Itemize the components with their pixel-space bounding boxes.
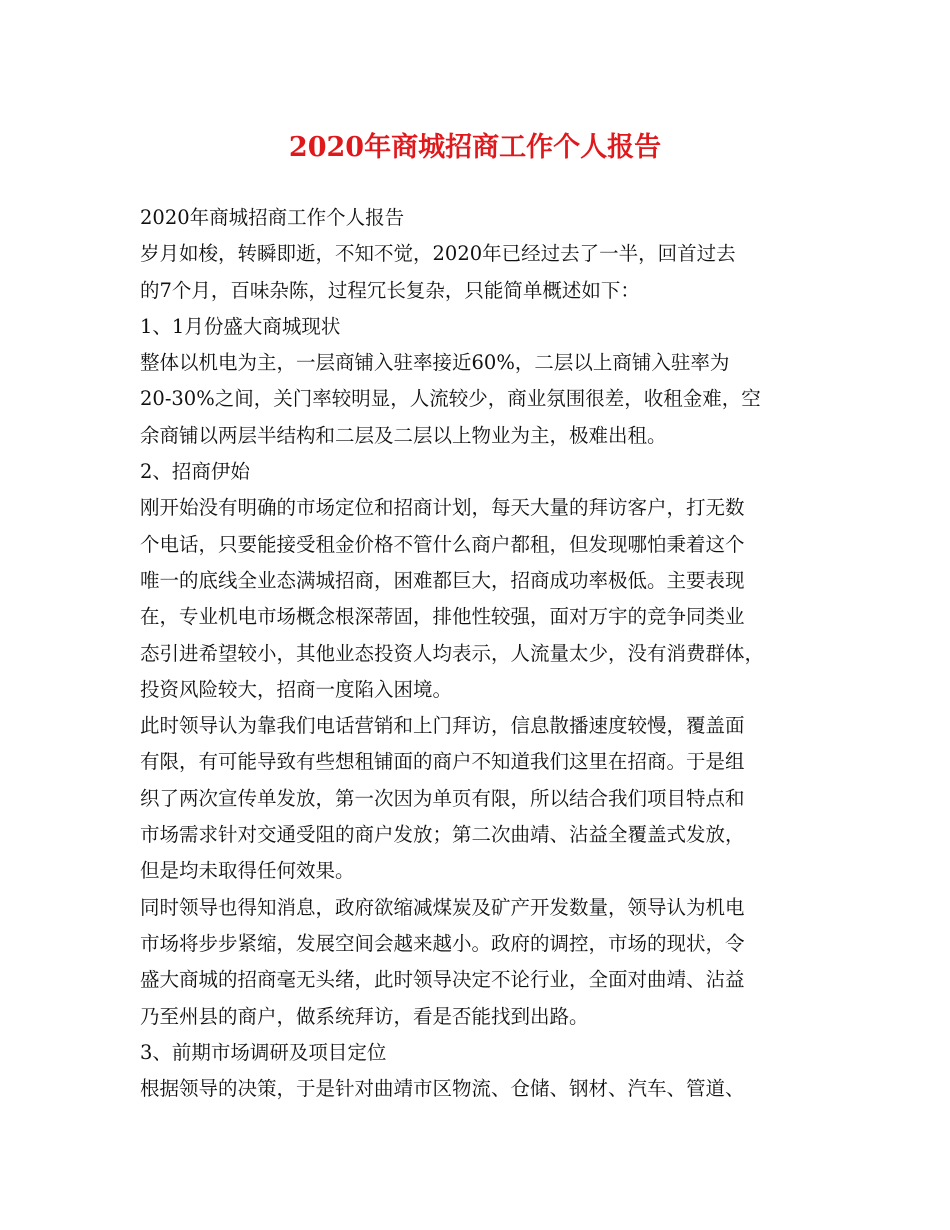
paragraph-line: 有限，有可能导致有些想租铺面的商户不知道我们这里在招商。于是组	[140, 750, 745, 774]
paragraph-line: 市场需求针对交通受阻的商户发放；第二次曲靖、沾益全覆盖式发放，	[140, 823, 745, 847]
paragraph-line: 20-30%之间，关门率较明显，人流较少，商业氛围很差，收租金难，空	[140, 387, 761, 411]
section-heading: 1、1月份盛大商城现状	[140, 314, 341, 338]
section-heading: 2、招商伊始	[140, 460, 250, 484]
paragraph-line: 此时领导认为靠我们电话营销和上门拜访，信息散播速度较慢，覆盖面	[140, 714, 745, 738]
paragraph-line: 同时领导也得知消息，政府欲缩减煤炭及矿产开发数量，领导认为机电	[140, 895, 745, 919]
document-title: 2020年商城招商工作个人报告	[288, 132, 662, 163]
paragraph-line: 市场将步步紧缩，发展空间会越来越小。政府的调控，市场的现状，令	[140, 931, 745, 955]
paragraph-line: 个电话，只要能接受租金价格不管什么商户都租，但发现哪怕秉着这个	[140, 532, 745, 556]
paragraph-line: 但是均未取得任何效果。	[140, 859, 355, 883]
paragraph-line: 在，专业机电市场概念根深蒂固，排他性较强，面对万宇的竞争同类业	[140, 605, 745, 629]
paragraph-line: 刚开始没有明确的市场定位和招商计划，每天大量的拜访客户，打无数	[140, 496, 745, 520]
paragraph-line: 织了两次宣传单发放，第一次因为单页有限，所以结合我们项目特点和	[140, 786, 745, 810]
paragraph-line: 盛大商城的招商毫无头绪，此时领导决定不论行业，全面对曲靖、沾益	[140, 968, 745, 992]
paragraph-line: 乃至州县的商户，做系统拜访，看是否能找到出路。	[140, 1004, 589, 1028]
section-heading: 3、前期市场调研及项目定位	[140, 1040, 387, 1064]
subtitle-line: 2020年商城招商工作个人报告	[140, 206, 405, 229]
paragraph-line: 态引进希望较小，其他业态投资人均表示，人流量太少，没有消费群体，	[140, 641, 765, 665]
paragraph-line: 余商铺以两层半结构和二层及二层以上物业为主，极难出租。	[140, 423, 667, 447]
paragraph-line: 唯一的底线全业态满城招商，困难都巨大，招商成功率极低。主要表现	[140, 568, 745, 592]
document-body	[140, 200, 830, 1107]
paragraph-line: 岁月如梭，转瞬即逝，不知不觉，2020年已经过去了一半，回首过去	[140, 242, 736, 266]
paragraph-line: 整体以机电为主，一层商铺入驻率接近60%，二层以上商铺入驻率为	[140, 351, 730, 375]
paragraph-line: 根据领导的决策，于是针对曲靖市区物流、仓储、钢材、汽车、管道、	[140, 1077, 745, 1101]
paragraph-line: 投资风险较大，招商一度陷入困境。	[140, 677, 453, 701]
paragraph-line: 的7个月，百味杂陈，过程冗长复杂，只能简单概述如下：	[140, 278, 640, 302]
